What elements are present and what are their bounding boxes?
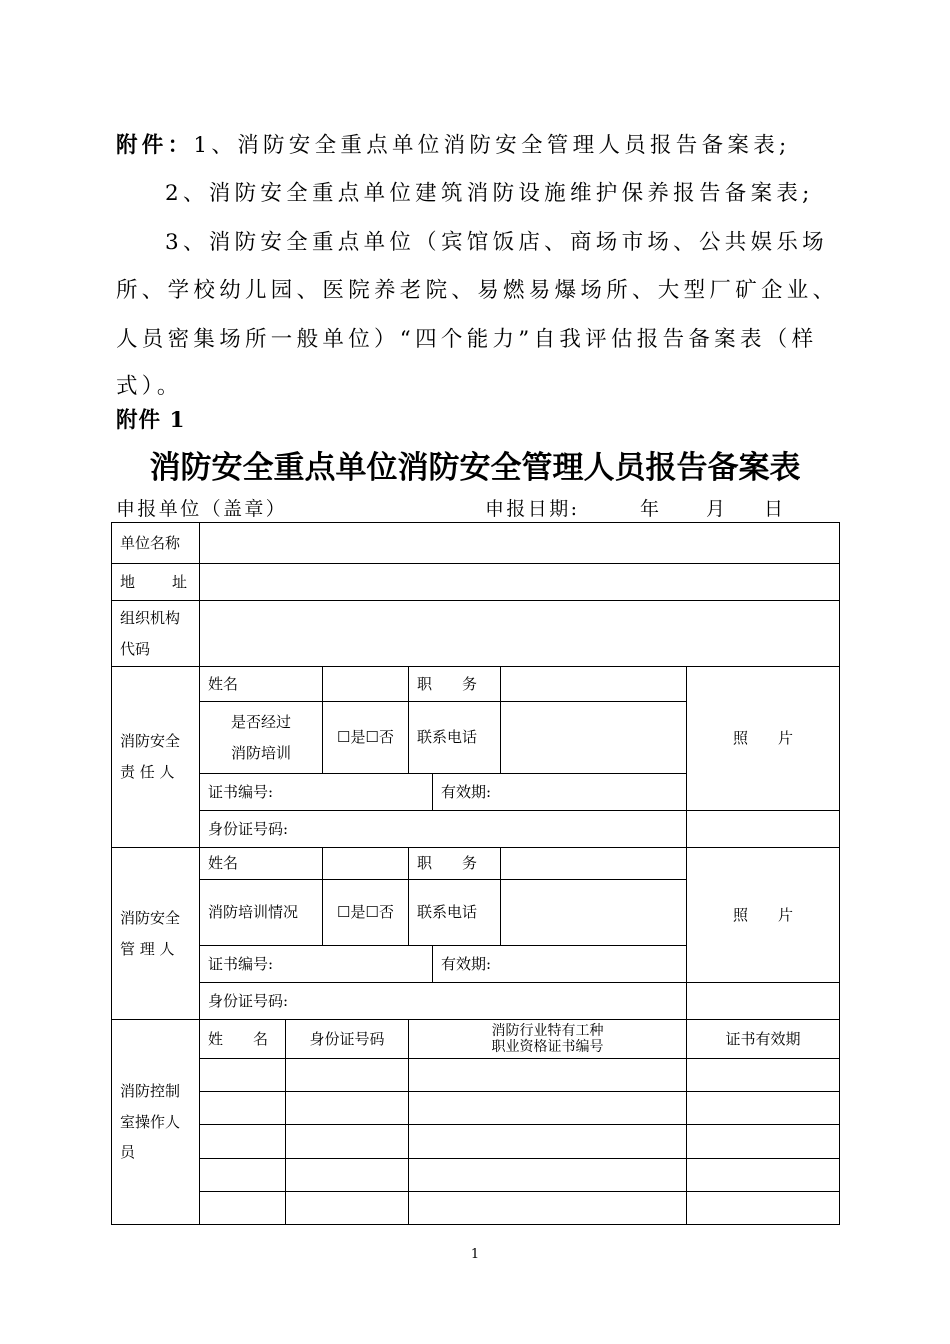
operator-id-cell[interactable] [286,1192,409,1225]
manager-photo: 照 片 [687,848,840,983]
operators-label-1: 消防控制 [120,1081,181,1100]
operators-col-name: 姓 名 [200,1020,286,1059]
row-org-code [112,601,840,667]
responsible-id-label[interactable]: 身份证号码: [200,811,687,848]
operator-valid-cell[interactable] [687,1059,840,1092]
manager-cert-label[interactable]: 证书编号: [200,946,433,983]
header-unit: 申报单位（盖章） [116,498,288,520]
operator-cert-cell[interactable] [409,1159,687,1192]
section-label: 附件 1 [116,408,186,433]
manager-label [112,848,200,1020]
responsible-valid-label[interactable]: 有效期: [433,774,687,811]
form-title: 消防安全重点单位消防安全管理人员报告备案表 [149,450,801,486]
manager-phone-field[interactable] [501,880,687,946]
operator-id-cell[interactable] [286,1092,409,1125]
unit-name-label: 单位名称 [112,523,200,564]
operators-label [112,1020,200,1225]
operator-valid-cell[interactable] [687,1092,840,1125]
responsible-trained-label-1: 是否经过 [230,712,291,731]
unit-name-field[interactable] [200,523,840,564]
responsible-position-field[interactable] [501,667,687,702]
report-form-table [111,522,840,1225]
responsible-trained-label-2: 消防培训 [230,743,291,762]
attachment-item-1: 1、消防安全重点单位消防安全管理人员报告备案表; [193,133,791,158]
operators-col-id: 身份证号码 [286,1020,409,1059]
row-manager-id [112,983,840,1020]
manager-phone-label: 联系电话 [409,880,501,946]
responsible-id-extra [687,811,840,848]
table-row [112,1159,840,1192]
operator-id-cell[interactable] [286,1059,409,1092]
row-responsible-name [112,667,840,702]
operator-name-cell[interactable] [200,1192,286,1225]
address-field[interactable] [200,564,840,601]
operator-name-cell[interactable] [200,1059,286,1092]
org-code-label-1: 组织机构 [120,608,181,627]
row-manager-name [112,848,840,880]
operator-valid-cell[interactable] [687,1125,840,1159]
operators-col-cert-2: 职业资格证书编号 [491,1039,604,1055]
header-day: 日 [764,498,786,520]
table-row [112,1059,840,1092]
manager-position-field[interactable] [501,848,687,880]
attachment-item-3-cont-3: 式）。 [116,374,183,399]
row-operators-header [112,1020,840,1059]
table-row [112,1125,840,1159]
manager-valid-label[interactable]: 有效期: [433,946,687,983]
address-label-2: 址 [172,572,188,591]
attachment-item-2: 2、消防安全重点单位建筑消防设施维护保养报告备案表; [165,181,814,206]
header-date-label: 申报日期: [485,498,580,520]
org-code-label-2: 代码 [120,639,151,658]
operator-valid-cell[interactable] [687,1159,840,1192]
responsible-position-label: 职 务 [409,667,501,702]
attachment-item-3: 3、消防安全重点单位（宾馆饭店、商场市场、公共娱乐场 [165,230,828,255]
row-unit-name [112,523,840,564]
responsible-label-1: 消防安全 [120,732,181,751]
responsible-trained-label [200,702,323,774]
operator-id-cell[interactable] [286,1159,409,1192]
manager-label-1: 消防安全 [120,908,181,927]
address-label [112,564,200,601]
org-code-label [112,601,200,667]
operator-cert-cell[interactable] [409,1125,687,1159]
row-responsible-id [112,811,840,848]
operator-valid-cell[interactable] [687,1192,840,1225]
table-row [112,1092,840,1125]
operator-name-cell[interactable] [200,1092,286,1125]
attachment-item-3-cont-2: 人员密集场所一般单位）“四个能力”自我评估报告备案表（样 [116,327,818,352]
responsible-phone-field[interactable] [501,702,687,774]
operator-cert-cell[interactable] [409,1192,687,1225]
manager-yes-no-checkbox[interactable]: ☐是☐否 [323,880,409,946]
operators-col-cert-1: 消防行业特有工种 [491,1022,604,1039]
manager-training-label: 消防培训情况 [200,880,323,946]
operators-label-2: 室操作人 [120,1112,181,1131]
row-address [112,564,840,601]
operator-name-cell[interactable] [200,1125,286,1159]
responsible-photo: 照 片 [687,667,840,811]
header-month: 月 [706,498,728,520]
responsible-cert-label[interactable]: 证书编号: [200,774,433,811]
responsible-label [112,667,200,848]
responsible-phone-label: 联系电话 [409,702,501,774]
attachment-heading: 附件 [116,133,168,158]
operators-label-3: 员 [120,1143,136,1162]
operator-cert-cell[interactable] [409,1059,687,1092]
manager-id-extra [687,983,840,1020]
manager-id-label[interactable]: 身份证号码: [200,983,687,1020]
operator-cert-cell[interactable] [409,1092,687,1125]
manager-name-field[interactable] [323,848,409,880]
operator-id-cell[interactable] [286,1125,409,1159]
responsible-name-label: 姓名 [200,667,323,702]
responsible-yes-no-checkbox[interactable]: ☐是☐否 [323,702,409,774]
responsible-name-field[interactable] [323,667,409,702]
table-row [112,1192,840,1225]
org-code-field[interactable] [200,601,840,667]
operator-name-cell[interactable] [200,1159,286,1192]
operators-col-valid: 证书有效期 [687,1020,840,1059]
page-number: 1 [470,1247,480,1262]
attachment-line-1 [116,128,791,159]
manager-name-label: 姓名 [200,848,323,880]
responsible-label-2: 责 任 人 [120,763,175,781]
attachment-item-3-cont-1: 所、学校幼儿园、医院养老院、易燃易爆场所、大型厂矿企业、 [116,278,839,303]
manager-position-label: 职 务 [409,848,501,880]
attachment-colon: ： [167,133,194,158]
manager-label-2: 管 理 人 [120,939,175,958]
operators-col-cert [409,1020,687,1059]
header-year: 年 [640,498,662,520]
address-label-1: 地 [120,572,136,591]
